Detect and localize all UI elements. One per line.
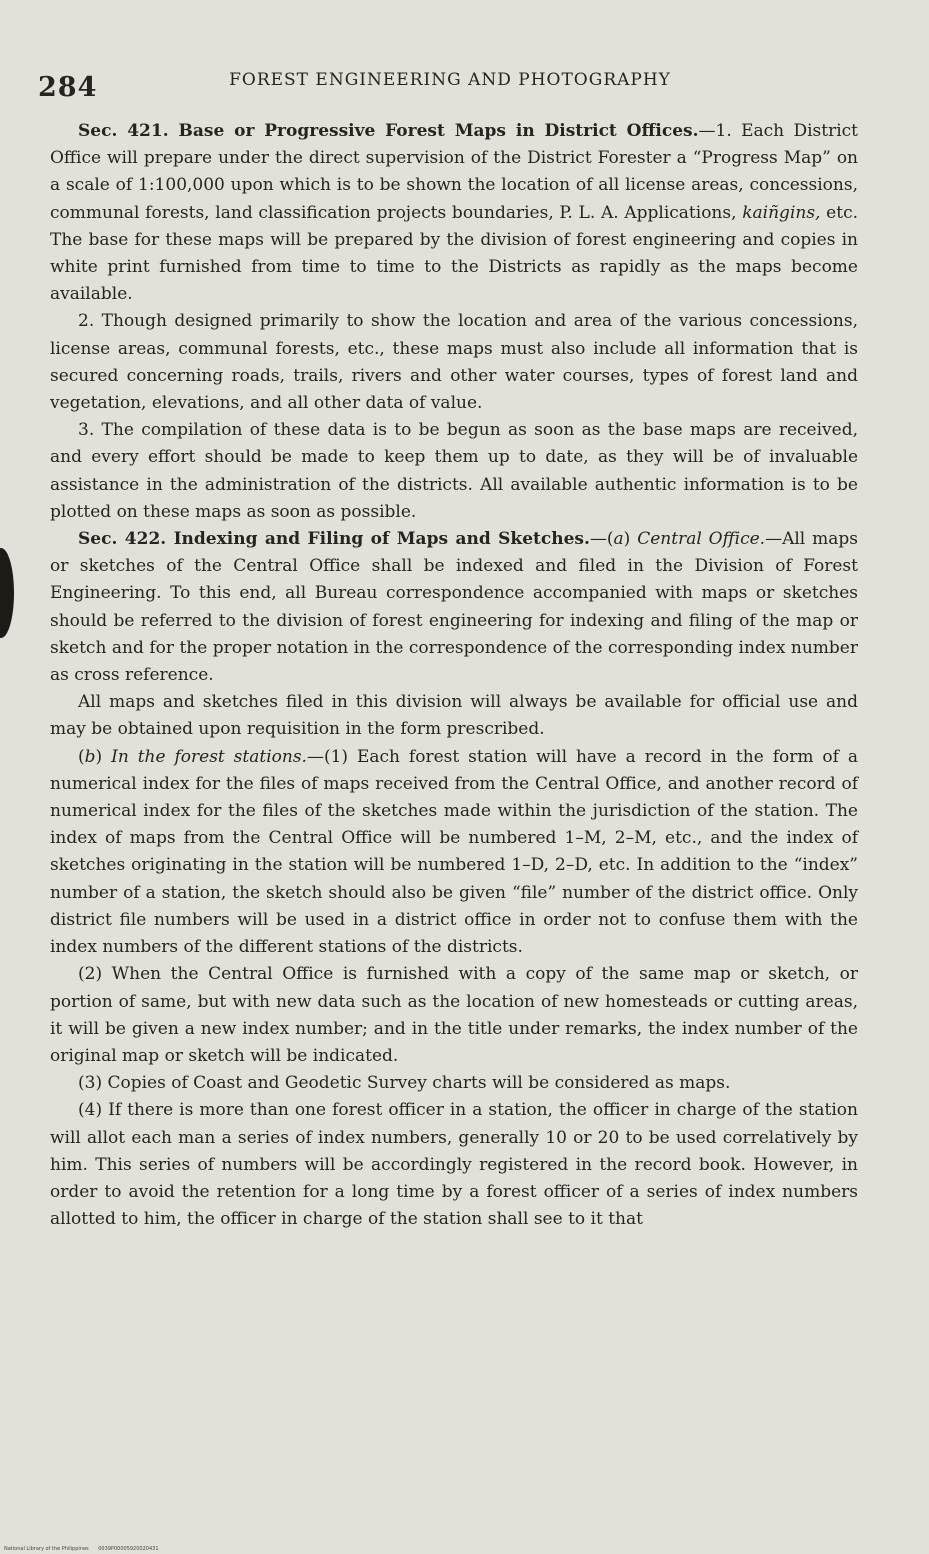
page-number: 284 — [38, 72, 98, 103]
sec-421-paragraph-1 — [50, 118, 858, 308]
sec-422-a-close: ) — [623, 529, 638, 550]
sec-422-paragraph-a — [50, 526, 858, 689]
sec-422-a-text: —All maps or sketches of the Central Office shall be indexed and filed in the Division of Forest Engineering. To this end, all Bureau correspondence accompanied with maps or sketches should be referred to the division of forest engineering for indexing and filing of the map or sketch and for the proper notation in the correspondence of the corresponding index number as cross reference. — [50, 529, 858, 686]
sec-422-paragraph-b — [50, 744, 858, 962]
sec-422-paragraph-all-maps: All maps and sketches filed in this division will always be available for official use and may be obtained upon requisition in the form prescribed. — [50, 692, 858, 740]
scan-footer — [4, 1546, 159, 1552]
sec-421-paragraph-2: 2. Though designed primarily to show the location and area of the various concessions, license areas, communal forests, etc., these maps must also include all information that is secured concerning roads, trails, rivers and other water courses, types of forest land and vegetation, elevations, and all other data of value. — [50, 311, 858, 414]
sec-422-heading: Sec. 422. Indexing and Filing of Maps and Sketches. — [78, 529, 590, 550]
page-body — [50, 118, 858, 1233]
sec-422-b-italic: In the forest stations. — [111, 746, 307, 767]
sec-422-a-letter: a — [613, 529, 624, 550]
sec-422-b-text: —(1) Each forest station will have a record in the form of a numerical index for the files of maps received from the Central Office, and another record of numerical index for the files of the sketches made within the jurisdiction of the station. The index of maps from the Central Office will be numbered 1–M, 2–M, etc., and the index of sketches originating in the station will be numbered 1–D, 2–D, etc. In addition to the “index” number of a station, the sketch should also be given “file” number of the district office. Only district file numbers will be used in a district office in order not to confuse them with the index numbers of the different stations of the districts. — [50, 746, 858, 958]
footer-library: National Library of the Philippines — [4, 1546, 89, 1552]
running-title: FOREST ENGINEERING AND PHOTOGRAPHY — [229, 70, 671, 90]
sec-422-a-prefix: —( — [589, 529, 614, 550]
sec-421-paragraph-3: 3. The compilation of these data is to be begun as soon as the base maps are received, and every effort should be made to keep them up to date, as they will be of invaluable assistance in the administration of the districts. All available authentic information is to be plotted on these maps as soon as possible. — [50, 420, 858, 522]
sec-422-paragraph-4: (4) If there is more than one forest officer in a station, the officer in charge of the station will allot each man a series of index numbers, generally 10 or 20 to be used correlatively by him. This series of numbers will be accordingly registered in the record book. However, in order to avoid the retention for a long time by a forest officer of a series of index numbers allotted to him, the officer in charge of the station shall see to it that — [50, 1100, 858, 1230]
sec-421-p1-text: —1. Each District Office will prepare under the direct supervision of the District Forester a “Progress Map” on a scale of 1:100,000 upon which is to be shown the location of all license areas, concessions, communal forests, land classification projects boundaries, P. L. A. Applications, — [50, 121, 858, 223]
sec-422-paragraph-2: (2) When the Central Office is furnished with a copy of the same map or sketch, or portion of same, but with new data such as the location of new homesteads or cutting areas, it will be given a new index number; and in the title under remarks, the index number of the original map or sketch will be indicated. — [50, 964, 858, 1066]
footer-code: 0039P00005920020431 — [98, 1546, 159, 1552]
sec-421-p1-italic: kaiñgins, — [742, 202, 821, 223]
binding-shadow — [0, 548, 14, 638]
sec-422-b-close: ) — [95, 746, 112, 767]
sec-422-a-italic: Central Office. — [637, 529, 766, 550]
sec-421-heading: Sec. 421. Base or Progressive Forest Maps in District Offices. — [78, 121, 699, 141]
sec-421-p1-tail: etc. The base for these maps will be prepared by the division of forest engineering and copies in white print furnished from time to time to the Districts as rapidly as the maps become available. — [50, 202, 858, 305]
sec-422-paragraph-3: (3) Copies of Coast and Geodetic Survey charts will be considered as maps. — [78, 1073, 731, 1094]
sec-422-b-letter: b — [84, 746, 96, 767]
sec-422-b-open: ( — [78, 746, 85, 767]
